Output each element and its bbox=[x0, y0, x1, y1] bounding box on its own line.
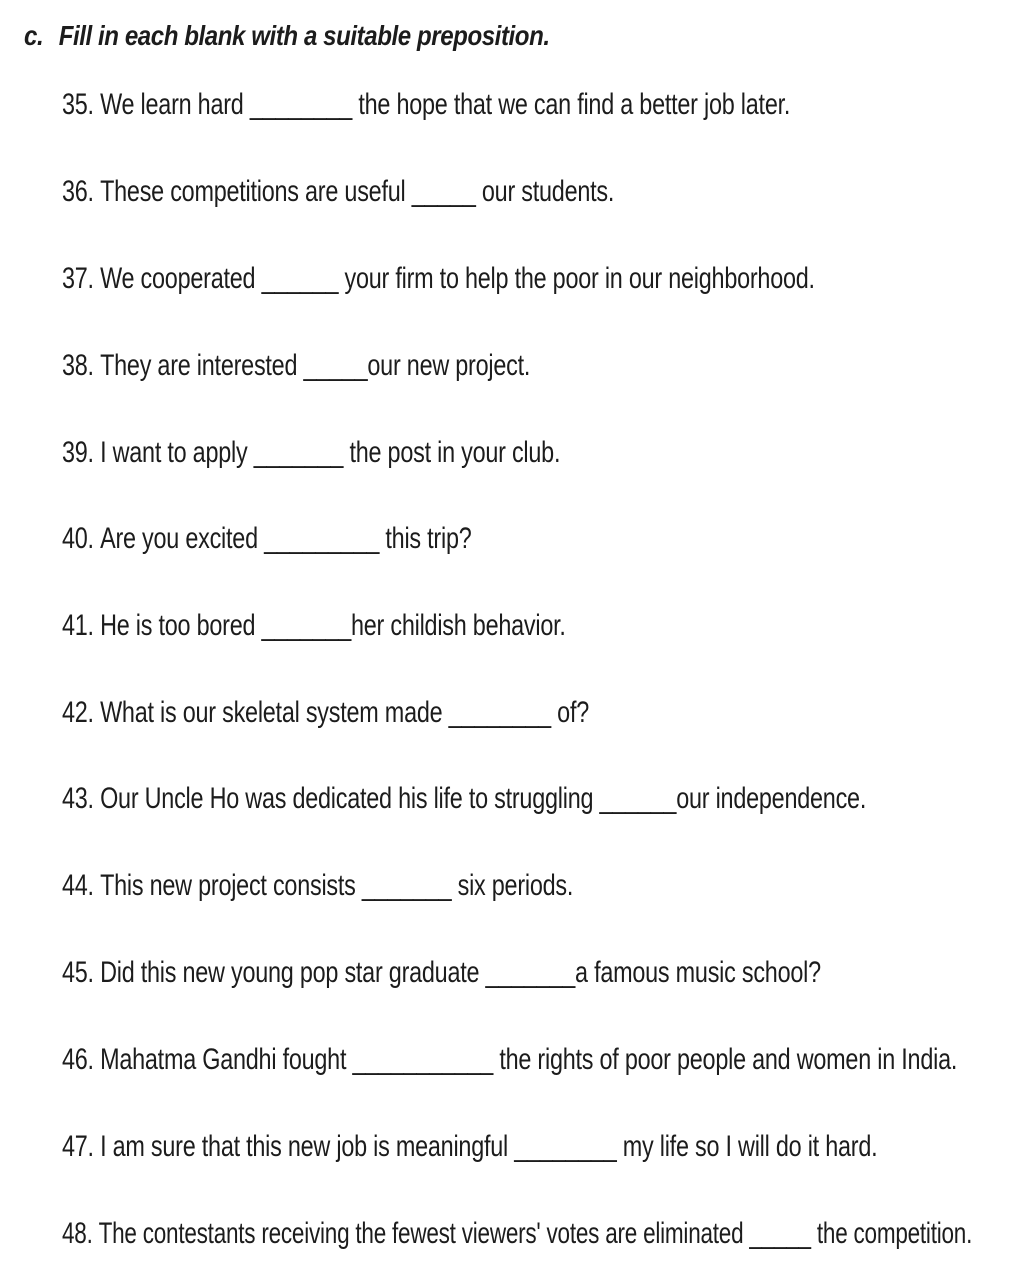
section-label: c. bbox=[24, 20, 44, 51]
question-text: He is too bored _______her childish behavior. bbox=[100, 609, 566, 642]
question-item bbox=[62, 1217, 972, 1251]
question-item bbox=[62, 1130, 877, 1164]
question-number: 40. bbox=[62, 522, 94, 555]
question-number: 41. bbox=[62, 609, 94, 642]
question-text: What is our skeletal system made ________ of? bbox=[100, 696, 590, 729]
question-number: 35. bbox=[62, 88, 94, 121]
question-item bbox=[62, 1043, 957, 1077]
question-number: 43. bbox=[62, 782, 94, 815]
question-text: The contestants receiving the fewest viewers' votes are eliminated _____ the competition. bbox=[98, 1217, 973, 1250]
question-number: 42. bbox=[62, 696, 94, 729]
question-item bbox=[62, 88, 790, 122]
question-text: Are you excited _________ this trip? bbox=[100, 522, 472, 555]
question-item bbox=[62, 522, 472, 556]
question-item bbox=[62, 609, 566, 643]
section-instruction: Fill in each blank with a suitable preposition. bbox=[58, 20, 550, 51]
question-number: 36. bbox=[62, 175, 94, 208]
question-item bbox=[62, 782, 866, 816]
question-text: We learn hard ________ the hope that we can find a better job later. bbox=[100, 88, 791, 121]
question-number: 37. bbox=[62, 262, 94, 295]
question-text: Did this new young pop star graduate _______a famous music school? bbox=[100, 956, 821, 989]
question-text: Our Uncle Ho was dedicated his life to struggling ______our independence. bbox=[100, 782, 867, 815]
question-number: 39. bbox=[62, 436, 94, 469]
question-number: 44. bbox=[62, 869, 94, 902]
question-item bbox=[62, 869, 573, 903]
question-number: 45. bbox=[62, 956, 94, 989]
question-number: 47. bbox=[62, 1130, 94, 1163]
question-item bbox=[62, 696, 589, 730]
question-number: 48. bbox=[62, 1217, 93, 1250]
question-text: Mahatma Gandhi fought ___________ the rights of poor people and women in India. bbox=[100, 1043, 958, 1076]
question-text: These competitions are useful _____ our students. bbox=[100, 175, 615, 208]
question-text: They are interested _____our new project. bbox=[100, 349, 531, 382]
question-text: We cooperated ______ your firm to help the poor in our neighborhood. bbox=[100, 262, 815, 295]
question-item bbox=[62, 262, 815, 296]
question-item bbox=[62, 436, 560, 470]
question-item bbox=[62, 956, 821, 990]
question-item bbox=[62, 175, 614, 209]
question-item bbox=[62, 349, 530, 383]
question-number: 46. bbox=[62, 1043, 94, 1076]
question-text: I want to apply _______ the post in your club. bbox=[100, 436, 561, 469]
question-text: This new project consists _______ six periods. bbox=[100, 869, 574, 902]
section-heading bbox=[24, 20, 550, 52]
question-number: 38. bbox=[62, 349, 94, 382]
question-text: I am sure that this new job is meaningful ________ my life so I will do it hard. bbox=[100, 1130, 878, 1163]
